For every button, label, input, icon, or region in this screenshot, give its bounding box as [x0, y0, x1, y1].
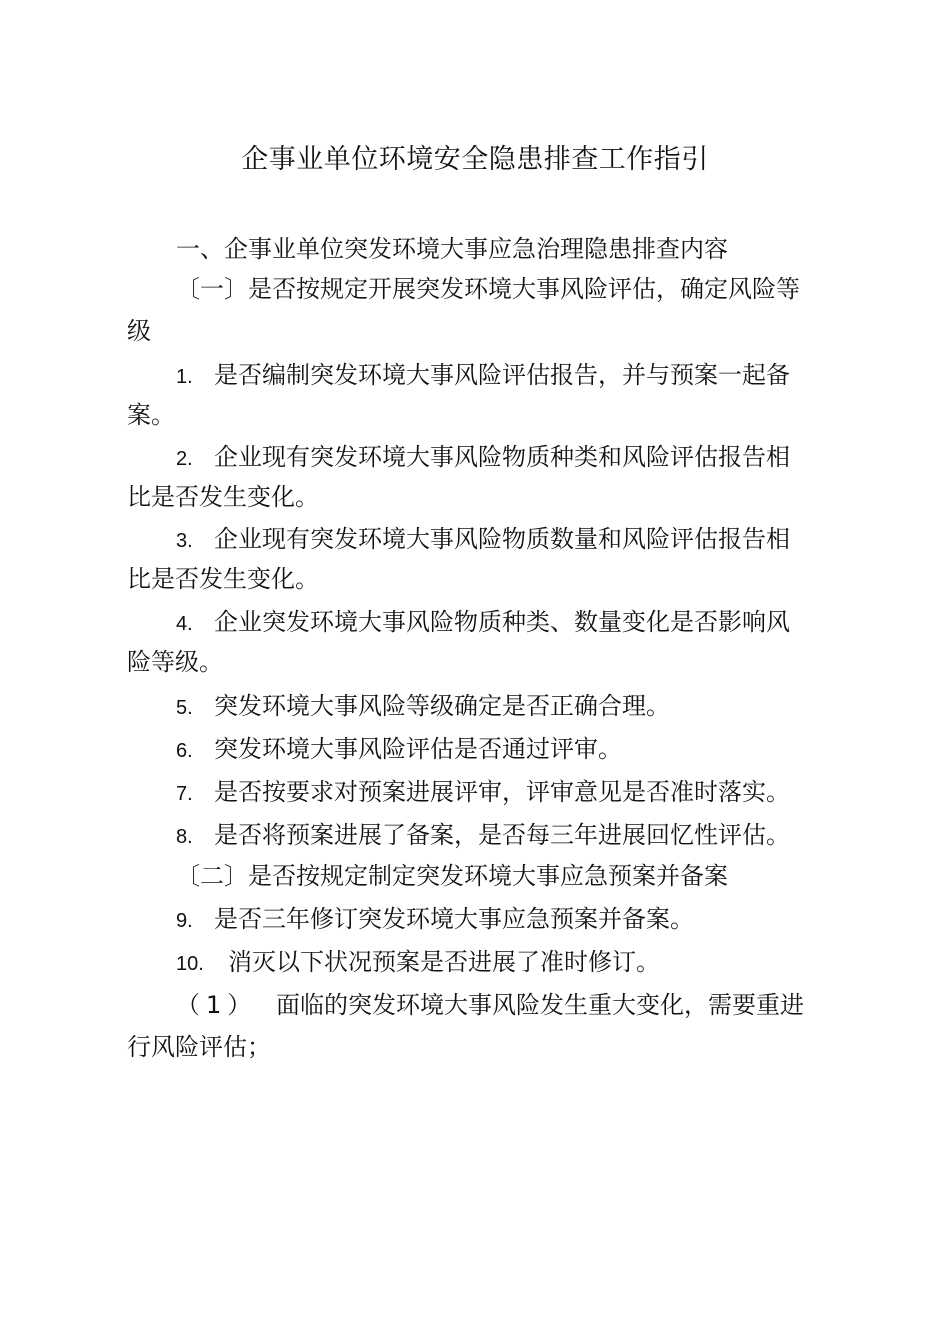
list-item-cont: 比是否发生变化。 — [127, 565, 319, 593]
item-number: 10. — [176, 953, 204, 975]
list-item — [176, 689, 670, 725]
list-item — [176, 818, 790, 854]
item-number: 5. — [176, 697, 193, 719]
clause-number: （1） — [176, 991, 258, 1019]
item-text: 消灭以下状况预案是否进展了准时修订。 — [228, 948, 660, 976]
item-text: 是否三年修订突发环境大事应急预案并备案。 — [214, 905, 694, 933]
item-number: 1. — [176, 366, 193, 388]
item-text: 是否编制突发环境大事风险评估报告，并与预案一起备 — [214, 361, 790, 389]
item-text: 企业现有突发环境大事风险物质数量和风险评估报告相 — [214, 525, 790, 553]
list-item — [176, 732, 622, 768]
item-number: 8. — [176, 826, 193, 848]
item-text: 企业现有突发环境大事风险物质种类和风险评估报告相 — [214, 443, 790, 471]
item-number: 7. — [176, 783, 193, 805]
clause-text: 面临的突发环境大事风险发生重大变化，需要重进 — [276, 991, 804, 1019]
item-text: 是否将预案进展了备案，是否每三年进展回忆性评估。 — [214, 821, 790, 849]
document-title: 企事业单位环境安全隐患排查工作指引 — [241, 144, 709, 175]
list-item — [176, 775, 790, 811]
list-item — [176, 605, 790, 641]
list-item-cont: 险等级。 — [127, 648, 223, 676]
item-number: 9. — [176, 910, 193, 932]
list-item — [176, 440, 790, 476]
list-item — [176, 522, 790, 558]
item-text: 是否按要求对预案进展评审，评审意见是否准时落实。 — [214, 778, 790, 806]
item-number: 2. — [176, 448, 193, 470]
list-item — [176, 358, 790, 394]
list-item-cont: 案。 — [127, 401, 175, 429]
list-item-cont: 比是否发生变化。 — [127, 483, 319, 511]
subsection-heading-1: 〔一〕是否按规定开展突发环境大事风险评估，确定风险等 — [176, 275, 800, 303]
item-text: 突发环境大事风险等级确定是否正确合理。 — [214, 692, 670, 720]
item-number: 3. — [176, 530, 193, 552]
item-number: 6. — [176, 740, 193, 762]
item-number: 4. — [176, 613, 193, 635]
subsection-heading-1-cont: 级 — [127, 317, 151, 345]
subsection-heading-2: 〔二〕是否按规定制定突发环境大事应急预案并备案 — [176, 862, 728, 890]
clause-item-cont: 行风险评估； — [127, 1033, 271, 1061]
list-item — [176, 902, 694, 938]
item-text: 突发环境大事风险评估是否通过评审。 — [214, 735, 622, 763]
section-heading-1: 一、企事业单位突发环境大事应急治理隐患排查内容 — [176, 235, 728, 263]
item-text: 企业突发环境大事风险物质种类、数量变化是否影响风 — [214, 608, 790, 636]
list-item — [176, 945, 660, 981]
clause-item — [176, 988, 804, 1022]
